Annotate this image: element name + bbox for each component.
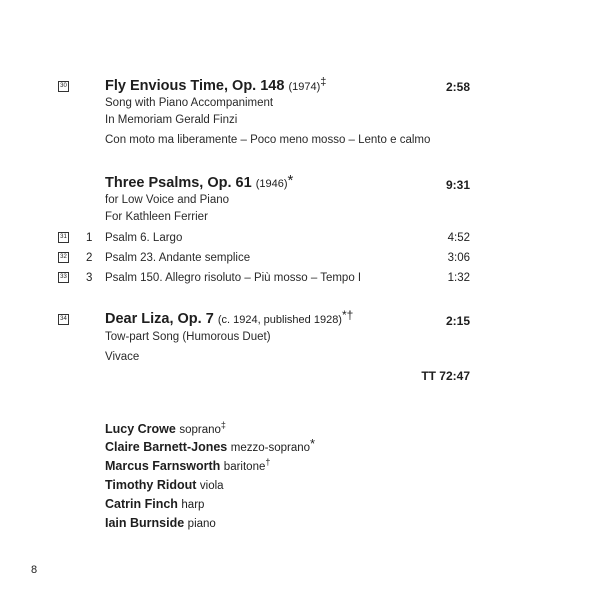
work-title-text: Three Psalms, Op. 61 <box>105 175 252 191</box>
work-tempo: Con moto ma liberamente – Poco meno mosso – Lento e calmo <box>105 134 431 146</box>
footnote-mark: * <box>310 436 316 451</box>
work-year: (1974) <box>288 81 321 93</box>
movement-title: Psalm 150. Allegro risoluto – Più mosso – Tempo I <box>105 272 362 284</box>
performer-name: Iain Burnside <box>105 516 185 530</box>
work-duration: 2:58 <box>445 80 470 94</box>
performer <box>105 516 216 530</box>
track-number-box: 31 <box>58 232 69 243</box>
performer-role: soprano <box>179 424 221 436</box>
work-duration: 2:15 <box>445 314 470 328</box>
work-subtitle: Song with Piano Accompaniment <box>105 97 274 109</box>
performer-name: Claire Barnett-Jones <box>105 440 228 454</box>
movement-title: Psalm 6. Largo <box>105 232 183 244</box>
work-year: (1946) <box>255 178 288 190</box>
work-title <box>105 78 326 94</box>
work-duration: 9:31 <box>445 178 470 192</box>
movement-duration: 4:52 <box>447 232 470 244</box>
work-title-text: Dear Liza, Op. 7 <box>105 311 214 327</box>
performer <box>105 478 224 492</box>
work-subtitle: for Low Voice and Piano <box>105 194 230 206</box>
total-timing: TT 72:47 <box>421 369 470 383</box>
performer-name: Marcus Farnsworth <box>105 459 221 473</box>
performer-name: Catrin Finch <box>105 497 178 511</box>
work-title-text: Fly Envious Time, Op. 148 <box>105 78 285 94</box>
footnote-mark: * <box>287 172 294 189</box>
work-title <box>105 308 354 327</box>
track-number-box: 33 <box>58 272 69 283</box>
movement-duration: 1:32 <box>447 272 470 284</box>
performer-role: viola <box>199 480 224 492</box>
work-tempo: Vivace <box>105 351 140 363</box>
movement-title: Psalm 23. Andante semplice <box>105 252 251 264</box>
performer <box>105 497 204 511</box>
work-dedication: In Memoriam Gerald Finzi <box>105 114 238 126</box>
movement-duration: 3:06 <box>447 252 470 264</box>
performer-name: Timothy Ridout <box>105 478 197 492</box>
track-number-box: 32 <box>58 252 69 263</box>
performer-role: baritone <box>223 461 266 473</box>
movement-number: 2 <box>86 252 93 264</box>
performer-role: piano <box>187 518 216 530</box>
work-title <box>105 172 294 191</box>
track-number-box: 30 <box>58 81 69 92</box>
work-subtitle: Tow-part Song (Humorous Duet) <box>105 331 271 343</box>
movement-number: 1 <box>86 232 93 244</box>
footnote-mark: † <box>265 457 271 467</box>
work-dedication: For Kathleen Ferrier <box>105 211 208 223</box>
footnote-mark: ‡ <box>320 76 327 88</box>
performer-role: mezzo-soprano <box>230 442 311 454</box>
footnote-mark: *† <box>341 308 354 322</box>
performer-role: harp <box>181 499 205 511</box>
performer <box>105 459 270 473</box>
work-year: (c. 1924, published 1928) <box>217 314 342 326</box>
track-number-box: 34 <box>58 314 69 325</box>
performer-name: Lucy Crowe <box>105 422 176 436</box>
footnote-mark: ‡ <box>220 420 226 430</box>
performer <box>105 422 226 436</box>
page-number: 8 <box>31 564 38 576</box>
performer <box>105 436 316 454</box>
movement-number: 3 <box>86 272 93 284</box>
